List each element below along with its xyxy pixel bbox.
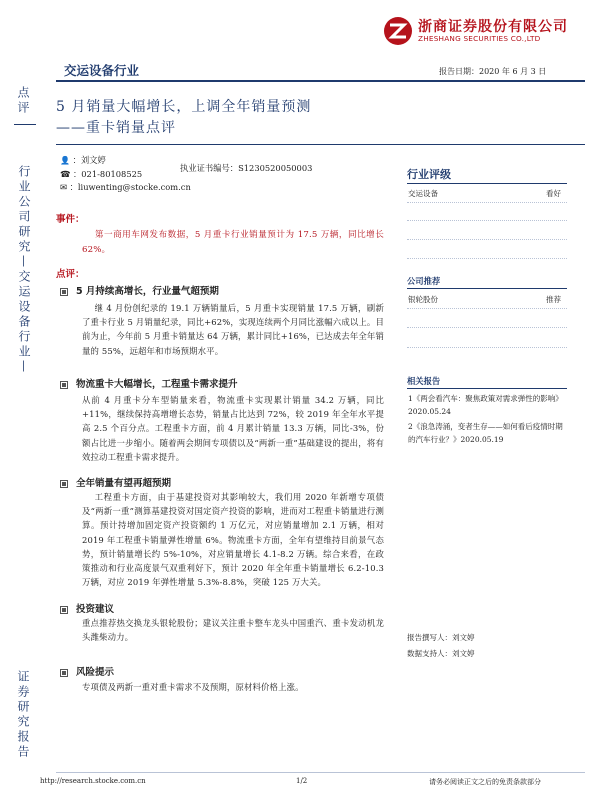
section-1-title-text: 5 月持续高增长，行业量气超预期 <box>76 286 219 297</box>
brand-logo <box>383 16 413 46</box>
recommend-value: 推荐 <box>546 295 561 304</box>
side-vertical-main: 行业公司研究—交运设备行业— <box>17 165 31 375</box>
header-rule <box>56 80 585 82</box>
section-3-title-text: 全年销量有望再超预期 <box>76 478 172 489</box>
section-2-text: 从前 4 月重卡分车型销量来看，物流重卡实现累计销量 34.2 万辆，同比+11%，继续保持高增增长态势，销量占比达到 72%，较 2019 年全年水平提高 2.5 个百分点。工程重卡方面，前 4 月累计销量 13.3 万辆，同比-3%，份额占比进一步缩小。随着两会期间专项债以及“两新一重”基础建设的提出，将有效拉动工程重卡需求提升。 <box>82 395 384 462</box>
person-icon: 👤 <box>60 156 70 165</box>
bullet-icon <box>60 480 68 488</box>
section-3-text: 工程重卡方面，由于基建投资对其影响较大，我们用 2020 年新增专项债及“两新一重”测算基建投资对国定资产投资的影响，进而对工程重卡销量进行测算。预计持增加固定资产投资额约 1 万亿元，对应销量增加 2.1 万辆，相对 2019 年工程重卡销量弹性增量 6%。物流重卡方面，全年有望维持目前景气态势，预计销量增长约 5%-10%，对应销量增长 4.1-8.2 万辆。综合来看，在政策推动和行业高度景气双重利好下，预计 2020 年全年重卡销量增长 6.2-10.3 万辆，对应 2019 年弹性增量 5.3%-8.8%，突破 125 万大关。 <box>82 492 384 588</box>
analyst-phone: ：021-80108525 <box>72 168 143 179</box>
section-5-text: 专项债及两新一重对重卡需求不及预期，原材料价格上涨。 <box>82 682 304 692</box>
side-vertical-bottom: 证券研究报告 <box>16 670 30 760</box>
section-4-text: 重点推荐热交换龙头银轮股份；建议关注重卡整车龙头中国重汽、重卡发动机龙头潍柴动力。 <box>82 618 384 643</box>
phone-icon: ☎ <box>60 168 71 179</box>
bullet-icon <box>60 606 68 614</box>
rating-value: 看好 <box>546 189 561 198</box>
rating-empty-line-2 <box>407 239 567 240</box>
report-writer: 报告撰写人：刘文婷 <box>407 633 475 642</box>
section-1-title <box>60 283 219 297</box>
bullet-icon <box>60 669 68 677</box>
brand-name-cn: 浙商证券股份有限公司 <box>418 19 568 35</box>
rating-label: 交运设备 <box>408 189 438 198</box>
report-title: 5 月销量大幅增长，上调全年销量预测 <box>56 99 312 115</box>
rating-empty-line-1 <box>407 220 567 221</box>
analyst-block <box>60 154 191 195</box>
comment-heading: 点评： <box>56 269 85 280</box>
event-heading: 事件： <box>56 214 85 225</box>
rating-empty-line-3 <box>407 258 567 259</box>
analyst-name: ：刘文婷 <box>72 155 106 165</box>
industry-title: 交运设备行业 <box>64 63 140 78</box>
section-1-text: 继 4 月份创纪录的 19.1 万辆销量后，5 月重卡实现销量 17.5 万辆，刷新了重卡行业 5 月销量纪录，同比+62%，实现连续两个月同比涨幅六成以上。目前为止，今年前 5 月重卡销量达 64 万辆，累计同比+16%，已达成去年全年销量的 55%，远超年和市场预期水平。 <box>82 303 384 356</box>
brand-name-en: ZHESHANG SECURITIES CO.,LTD <box>418 34 541 43</box>
footer-url[interactable]: http://research.stocke.com.cn <box>40 777 146 785</box>
report-subtitle: ——重卡销量点评 <box>56 120 176 136</box>
email-icon: ✉ <box>60 182 67 192</box>
footer-rule <box>56 772 585 773</box>
recommend-label: 银轮股份 <box>408 295 438 304</box>
section-4-title-text: 投资建议 <box>76 604 115 615</box>
related-heading: 相关报告 <box>407 376 441 386</box>
rating-heading: 行业评级 <box>407 168 451 181</box>
related-report-1[interactable]: 1《两会看汽车：聚焦政策对需求弹性的影响》2020.05.24 <box>408 394 563 416</box>
side-rule-top <box>14 124 36 125</box>
section-5-title <box>60 664 114 678</box>
section-2-title-text: 物流重卡大幅增长，工程重卡需求提升 <box>76 379 238 390</box>
report-date: 报告日期：2020 年 6 月 3 日 <box>439 67 547 76</box>
bullet-icon <box>60 288 68 296</box>
rating-row-line <box>407 202 567 203</box>
related-report-2[interactable]: 2《浪急涛涌，变者生存——如何看后疫情时期的汽车行业？》2020.05.19 <box>408 422 563 444</box>
recommend-row-line <box>407 308 567 309</box>
analyst-email[interactable]: ：liuwenting@stocke.com.cn <box>69 182 191 192</box>
recommend-empty-line-2 <box>407 347 567 348</box>
doc-type-label: 点评 <box>16 86 30 116</box>
recommend-heading: 公司推荐 <box>407 276 441 286</box>
related-rule <box>407 388 567 389</box>
title-rule <box>56 144 585 145</box>
section-4-title <box>60 601 114 615</box>
footer-page: 1/2 <box>296 777 308 785</box>
footer-disclaimer: 请务必阅读正文之后的免责条款部分 <box>429 778 541 786</box>
bullet-icon <box>60 381 68 389</box>
event-text: 第一商用车网发布数据，5 月重卡行业销量预计为 17.5 万辆，同比增长 62%。 <box>82 230 384 255</box>
section-3-title <box>60 475 171 489</box>
section-2-title <box>60 376 238 390</box>
analyst-cert: 执业证书编号：S1230520050003 <box>180 163 313 173</box>
data-supporter: 数据支持人：刘文婷 <box>407 649 475 658</box>
rating-rule <box>407 183 567 184</box>
section-5-title-text: 风险提示 <box>76 667 115 678</box>
recommend-empty-line-1 <box>407 327 567 328</box>
recommend-rule <box>407 288 567 289</box>
